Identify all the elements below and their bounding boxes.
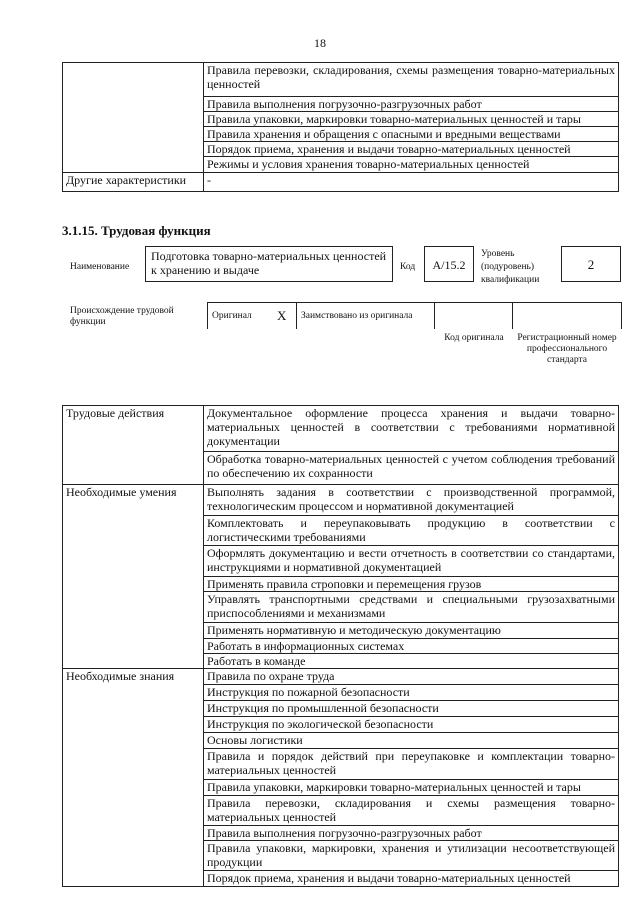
knowledge-item: Правила упаковки, маркировки товарно-материальных ценностей и тары bbox=[204, 780, 619, 796]
skill-item: Применять правила строповки и перемещения грузов bbox=[204, 577, 619, 592]
top-item: Правила упаковки, маркировки товарно-материальных ценностей и тары bbox=[204, 112, 619, 127]
action-item: Документальное оформление процесса хранения и выдачи товарно-материальных ценностей в соответствии с требованиями нормативной документации bbox=[204, 406, 619, 452]
code-value-box: A/15.2 bbox=[424, 246, 474, 282]
skill-item: Работать в информационных системах bbox=[204, 639, 619, 654]
page-number: 18 bbox=[314, 36, 326, 50]
other-characteristics-label: Другие характеристики bbox=[63, 173, 204, 192]
original-label: Оригинал bbox=[212, 311, 252, 321]
code-original-caption: Код оригинала bbox=[444, 333, 504, 343]
main-function-table bbox=[62, 405, 619, 887]
top-characteristics-table bbox=[62, 62, 619, 192]
top-item: Правила выполнения погрузочно-разгрузочных работ bbox=[204, 97, 619, 112]
action-item: Обработка товарно-материальных ценностей с учетом соблюдения требований по обеспечению их сохранности bbox=[204, 452, 619, 485]
other-characteristics-value: - bbox=[204, 173, 619, 192]
knowledge-item: Инструкция по экологической безопасности bbox=[204, 717, 619, 733]
skill-item: Управлять транспортными средствами и специальными грузозахватными приспособлениями и механизмами bbox=[204, 592, 619, 623]
skill-item: Применять нормативную и методическую документацию bbox=[204, 623, 619, 639]
skill-item: Выполнять задания в соответствии с производственной программой, технологическим процессом и нормативной документацией bbox=[204, 485, 619, 516]
top-item: Режимы и условия хранения товарно-материальных ценностей bbox=[204, 157, 619, 173]
qualification-level-box: 2 bbox=[561, 246, 621, 282]
top-item: Правила перевозки, складирования, схемы размещения товарно-материальных ценностей bbox=[204, 63, 619, 97]
code-label: Код bbox=[400, 262, 416, 272]
knowledge-item: Инструкция по пожарной безопасности bbox=[204, 685, 619, 701]
knowledge-item: Правила упаковки, маркировки, хранения и утилизации несоответствующей продукции bbox=[204, 841, 619, 871]
name-label: Наименование bbox=[70, 262, 130, 272]
knowledge-item: Инструкция по промышленной безопасности bbox=[204, 701, 619, 717]
skill-item: Оформлять документацию и вести отчетность в соответствии со стандартами, инструкциями и нормативной документацией bbox=[204, 546, 619, 577]
knowledge-item: Правила и порядок действий при переупаковке и комплектации товарно-материальных ценностей bbox=[204, 749, 619, 780]
top-item: Правила хранения и обращения с опасными и вредными веществами bbox=[204, 127, 619, 142]
skill-item: Комплектовать и переупаковывать продукцию в соответствии с логистическими требованиями bbox=[204, 516, 619, 546]
original-mark: X bbox=[277, 308, 287, 323]
qualification-level-label: Уровень (подуровень) квалификации bbox=[481, 249, 540, 285]
knowledge-item: Правила выполнения погрузочно-разгрузочных работ bbox=[204, 826, 619, 841]
knowledge-item: Правила перевозки, складирования и схемы размещения товарно-материальных ценностей bbox=[204, 796, 619, 826]
knowledge-item: Основы логистики bbox=[204, 733, 619, 749]
actions-label: Трудовые действия bbox=[63, 406, 204, 485]
knowledge-item: Правила по охране труда bbox=[204, 669, 619, 685]
section-title: 3.1.15. Трудовая функция bbox=[62, 223, 211, 238]
skills-label: Необходимые умения bbox=[63, 485, 204, 669]
reg-number-caption: Регистрационный номер профессионального стандарта bbox=[517, 333, 617, 365]
function-name-box: Подготовка товарно-материальных ценностей к хранению и выдаче bbox=[145, 246, 393, 282]
knowledge-item: Порядок приема, хранения и выдачи товарно-материальных ценностей bbox=[204, 871, 619, 887]
borrowed-label: Заимствовано из оригинала bbox=[301, 311, 413, 321]
top-empty-label-cell bbox=[63, 63, 204, 173]
skill-item: Работать в команде bbox=[204, 654, 619, 669]
origin-label: Происхождение трудовой функции bbox=[70, 306, 174, 327]
top-item: Порядок приема, хранения и выдачи товарно-материальных ценностей bbox=[204, 142, 619, 157]
knowledge-label: Необходимые знания bbox=[63, 669, 204, 887]
